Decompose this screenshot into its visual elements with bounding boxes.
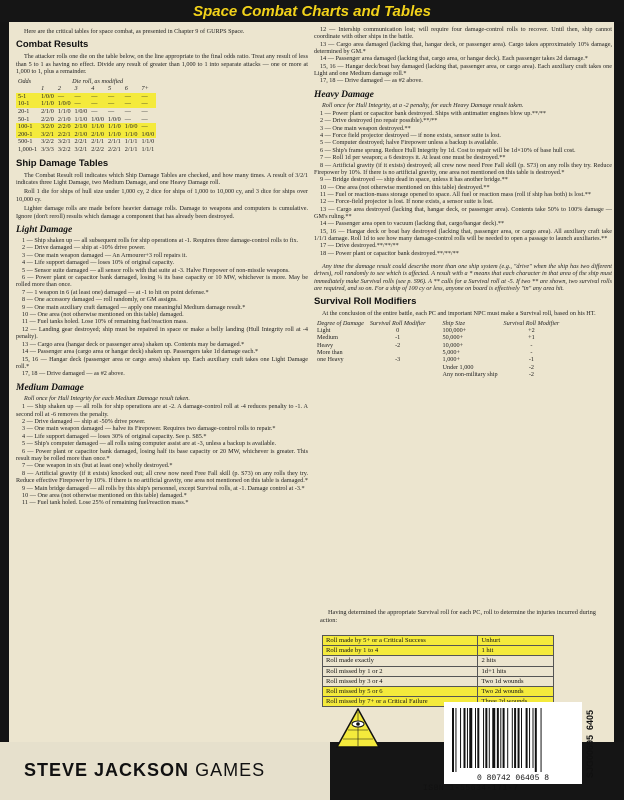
light-damage-entry: 4 — Life support damaged — loses 10% of original capacity.	[22, 259, 175, 267]
light-damage-entry: 1 — Ship shaken up — all subsequent rolls for ship operations at -1. Requires three damage-control rolls to fix.	[22, 237, 299, 244]
odds-cell: 3/3/3	[41, 145, 54, 153]
odds-cell: 1/1/0	[108, 123, 121, 131]
odds-cell: 1/1/0	[108, 130, 121, 138]
survival-col-damage: Degree of Damage	[317, 319, 364, 327]
odds-col-4: 4	[91, 85, 95, 93]
heavy-damage-entry: 4 — Force field projector destroyed — if none exists, sensor suite is lost.	[320, 132, 501, 140]
light-damage-heading: Light Damage	[16, 225, 73, 235]
medium-damage-entry: 5 — Ship's computer damaged — all rolls using computer assist are at -3, unless a backup is available.	[22, 440, 277, 448]
barcode-bar	[452, 708, 454, 772]
light-damage-entry: 14 — Passenger area (cargo area or hangar deck) shaken up. Passengers take 1d damage each.*	[22, 348, 259, 356]
light-damage-entry: 17, 18 — Drive damaged — as #2 above.	[22, 370, 125, 378]
light-damage-entry: 5 — Sensor suite damaged — all sensor rolls with that suite at -3. Halve Firepower of non-missile weapons.	[22, 266, 290, 274]
odds-ratio: 200-1	[16, 131, 39, 139]
sku-code: SJG00695	[585, 734, 595, 778]
publisher-name: STEVE JACKSON	[24, 760, 190, 780]
odds-cell: —	[56, 93, 73, 101]
ship-damage-para-1: The Combat Result roll indicates which Ship Damage Tables are checked, and how many times. A result of 3/2/1 indicates three Light Damage, two Medium Damage, and one Heavy Damage roll.	[16, 171, 308, 186]
odds-cell: —	[106, 100, 123, 108]
barcode-bar	[507, 708, 508, 768]
odds-cell: —	[106, 93, 123, 101]
heavy-damage-heading: Heavy Damage	[314, 89, 374, 100]
light-damage-list	[16, 237, 308, 378]
damage-degree	[314, 364, 367, 371]
survival-table-body	[314, 327, 562, 379]
medium-damage-entry: 7 — One weapon in six (but at least one) wholly destroyed.*	[22, 462, 173, 470]
survival-row	[314, 356, 562, 363]
heavy-damage-entry: 11 — Fuel or reaction-mass storage opened to space. All fuel or reaction mass (roll if ship has both) is lost.**	[320, 190, 591, 198]
odds-cell: —	[73, 100, 90, 108]
product-code	[582, 700, 598, 780]
heavy-damage-entry: 7 — Roll 1d per weapon; a 6 destroys it. At least one must be destroyed.**	[320, 154, 506, 162]
heavy-damage-entry: 17 — Drive destroyed.**/**/**	[320, 242, 399, 250]
barcode-bar	[477, 708, 479, 768]
barcode-bar	[529, 708, 530, 768]
injury-row	[323, 666, 554, 676]
survival-text: At the conclusion of the entire battle, each PC and important NPC must make a Survival roll, based on his HT.	[322, 310, 596, 318]
injury-result: 2 hits	[478, 656, 554, 666]
barcode-bar	[483, 708, 484, 768]
odds-cell: —	[124, 115, 131, 123]
survival-row	[314, 349, 562, 356]
survival-row	[314, 342, 562, 349]
odds-cell: 2/2/0	[41, 115, 54, 123]
medium-damage-entry: 8 — Artificial gravity (if it exists) knocked out; all crew now need Free Fall skill (p. S73) on any rolls they try. Reduce effective Firepower by 10%. If there is no artificial gravity, one area not mentioned on this table is damaged.*	[16, 469, 308, 485]
odds-cell: —	[124, 108, 131, 115]
odds-row	[16, 123, 156, 131]
medium-damage-entry: 10 — One area (not otherwise mentioned on this table) damaged.*	[22, 492, 187, 499]
odds-cell: 2/1/0	[91, 130, 105, 138]
odds-row	[16, 146, 156, 154]
odds-cell: —	[139, 93, 156, 101]
odds-row	[16, 108, 156, 116]
size-modifier: -2	[528, 363, 534, 371]
survival-row	[314, 327, 562, 334]
injury-result: Two 2d wounds	[478, 686, 554, 696]
left-column	[16, 28, 308, 742]
left-border	[0, 22, 9, 800]
damage-modifier: -1	[395, 334, 401, 342]
odds-cell: 2/1/1	[124, 145, 138, 153]
ship-damage-heading: Ship Damage Tables	[16, 157, 109, 169]
odds-cell: —	[108, 108, 115, 115]
odds-cell: 1/1/0	[141, 138, 155, 146]
barcode	[444, 702, 582, 784]
survival-row	[314, 334, 562, 341]
medium-damage-entry: 4 — Life support damaged — loses 30% of original capacity. See p. S85.*	[22, 432, 207, 440]
survival-col-mod1: Survival Roll Modifier	[369, 319, 426, 327]
odds-cell: —	[123, 100, 140, 108]
pyramid-eye-icon	[336, 708, 380, 748]
damage-modifier: 0	[396, 326, 400, 334]
light-damage-entry: 7 — 1 weapon in 6 (at least one) damaged — at -1 to hit on point defense.*	[22, 288, 209, 296]
heavy-damage-list	[314, 110, 612, 257]
injury-row	[323, 636, 554, 646]
odds-cell: 2/1/1	[108, 138, 121, 146]
ship-size: 10,000+	[442, 341, 464, 349]
medium-damage-entry: 3 — One main weapon damaged — halve its Firepower. Requires two damage-control rolls to repair.*	[22, 425, 276, 433]
odds-cell: 1/1/0	[124, 130, 138, 138]
right-border	[614, 22, 624, 800]
odds-cell: 2/1/0	[74, 123, 88, 131]
heavy-damage-entry: 8 — Artificial gravity (if it exists) destroyed; all crew now need Free Fall skill (p. S73) on any rolls they try. Reduce Firepower by 10%. If there is no artificial gravity, one area not mentioned on this table is destroyed.*	[314, 161, 612, 176]
combat-results-table	[16, 78, 156, 154]
dieroll-header: Die roll, as modified	[72, 77, 124, 85]
heavy-damage-entry: 12 — Force-field projector is lost. If none exists, a sensor suite is lost.	[320, 198, 494, 206]
damage-modifier	[367, 349, 429, 356]
odds-cell: 2/2/1	[57, 130, 71, 138]
damage-modifier: -3	[395, 356, 401, 364]
barcode-bar	[526, 708, 528, 768]
medium-damage-entry: 15, 16 — Hangar deck/boat bay damaged (lacking that, passenger area, or cargo area). Each auxiliary craft takes one Light and one Medium damage roll.*	[314, 62, 612, 78]
damage-degree: Light	[317, 326, 331, 334]
injury-result: Unhurt	[478, 636, 554, 646]
ship-damage-para-2: Roll 1 die for ships of hull size under 1,000 cy, 2 dice for ships of 1,000 to 10,000 cy, and 3 dice for ships over 10,000 cy.	[16, 188, 308, 203]
combat-results-text: The attacker rolls one die on the table below, on the line appropriate to the final odds ratio. Treat any result of less than 5 to 1 as having no effect. Divide any result of greater than 1,000 to 1 into separate attacks — one or more at 1,000 to 1, plus a remainder.	[16, 53, 308, 76]
page-title: Space Combat Charts and Tables	[193, 3, 431, 20]
medium-damage-entry: 14 — Passenger area damaged (lacking that, cargo area, or hangar deck). Each passenger takes 2d damage.*	[320, 55, 588, 63]
odds-cell: 1/0/0	[141, 130, 155, 138]
barcode-bar	[455, 708, 456, 772]
odds-cell: 1/0/0	[108, 115, 121, 123]
odds-row	[16, 131, 156, 139]
ship-size: 100,000+	[442, 326, 467, 334]
odds-ratio: 50-1	[18, 115, 30, 123]
ship-size: 1,000+	[442, 356, 460, 364]
damage-modifier: -2	[395, 341, 401, 349]
intro-text: Here are the critical tables for space combat, as presented in Chapter 9 of GURPS Space.	[24, 28, 245, 35]
light-damage-entry: 3 — One main weapon damaged — An Armourer+3 roll repairs it.	[22, 251, 188, 259]
odds-cell: 2/2/0	[57, 123, 71, 131]
ship-size: Under 1,000	[442, 363, 474, 371]
odds-col-1: 1	[41, 85, 45, 93]
odds-cell: 1/0/0	[74, 108, 88, 115]
odds-cell: 2/1/0	[74, 130, 88, 138]
heavy-damage-entry: 9 — Bridge destroyed — ship dead in space, unless it has another bridge.**	[320, 176, 508, 184]
combat-results-heading: Combat Results	[16, 39, 89, 51]
odds-cell: 1/1/0	[91, 123, 105, 131]
light-damage-entry: 10 — One area (not otherwise mentioned on this table) damaged.	[22, 311, 184, 319]
odds-cell: 3/2/2	[57, 145, 71, 153]
light-damage-entry: 13 — Cargo area (hangar deck or passenger area) shaken up. Contents may be damaged.*	[22, 340, 245, 348]
ship-size: 5,000+	[442, 348, 460, 356]
injury-result: Three 2d wounds	[478, 697, 554, 707]
injury-roll: Roll missed by 1 or 2	[323, 666, 478, 676]
odds-cell: 1/0/0	[57, 100, 71, 108]
barcode-bar	[467, 708, 468, 768]
injury-roll: Roll made by 5+ or a Critical Success	[323, 636, 478, 646]
odds-row	[16, 100, 156, 108]
medium-damage-entry: 11 — Fuel tank holed. Lose 25% of remaining fuel/reaction mass.*	[22, 499, 189, 507]
damage-degree: More than	[317, 348, 343, 356]
damage-degree: Heavy	[317, 341, 334, 349]
injury-row	[323, 676, 554, 686]
isbn: ISBN 1-55634-171-7	[423, 784, 519, 793]
odds-cell: 3/2/1	[57, 138, 71, 146]
survival-heading: Survival Roll Modifiers	[314, 296, 417, 308]
size-modifier: +1	[528, 334, 535, 342]
odds-col-5: 5	[108, 85, 112, 93]
odds-cell: 1/1/0	[57, 108, 71, 115]
light-damage-entry: 2 — Drive damaged — ship at -10% drive power.	[22, 244, 146, 252]
ship-size: Any non-military ship	[442, 371, 498, 379]
odds-row	[16, 93, 156, 101]
light-damage-entry: 9 — One main auxiliary craft damaged — apply one meaningful Medium damage result.*	[22, 303, 246, 311]
barcode-bar	[485, 708, 487, 768]
size-modifier: -1	[528, 356, 534, 364]
odds-cell: 1/1/0	[74, 115, 88, 123]
odds-header: Odds	[18, 77, 32, 85]
survival-col-size: Ship Size	[442, 319, 466, 327]
odds-ratio: 1,000-1	[18, 145, 38, 153]
odds-row	[16, 116, 156, 124]
medium-damage-entry: 13 — Cargo area damaged (lacking that, hangar deck, or passenger area). Cargo takes approximately 10% damage, determined by GM.*	[314, 40, 612, 56]
damage-modifier	[367, 364, 429, 371]
odds-cell: 1/0/0	[124, 123, 138, 131]
publisher-games: GAMES	[195, 760, 266, 780]
barcode-bar	[503, 708, 505, 768]
odds-cell: —	[141, 108, 148, 115]
odds-cell: —	[123, 93, 140, 101]
medium-damage-entry: 6 — Power plant or capacitor bank damaged, losing half its base capacity or 20 MW, whichever is greater. This result may be rolled more than once.*	[16, 447, 308, 462]
odds-cell: 3/2/2	[41, 138, 54, 146]
odds-ratio: 500-1	[18, 138, 33, 146]
damage-degree	[314, 371, 367, 378]
heavy-damage-entry: 10 — One area (not otherwise mentioned on this table) destroyed.**	[320, 183, 490, 191]
injury-roll: Roll made by 1 to 4	[323, 646, 478, 656]
injury-roll: Roll made exactly	[323, 656, 478, 666]
barcode-bar	[469, 708, 472, 768]
odds-ratio: 10-1	[16, 100, 39, 108]
odds-cell: 2/2/2	[91, 145, 105, 153]
barcode-bar	[464, 708, 466, 768]
barcode-bar	[521, 708, 522, 768]
heavy-damage-entry: 2 — Drive destroyed (no repair possible).**/**	[320, 117, 438, 125]
barcode-bar	[460, 708, 461, 768]
barcode-bar	[514, 708, 516, 768]
damage-degree: Medium	[317, 334, 338, 342]
medium-damage-entry: 2 — Drive damaged — ship at -50% drive power.	[22, 417, 146, 425]
odds-cell: 3/2/1	[41, 130, 54, 138]
right-column	[314, 26, 612, 582]
injury-intro: Having determined the appropriate Survival roll for each PC, roll to determine the injuries incurred during action:	[320, 609, 596, 624]
light-damage-entry: 12 — Landing gear destroyed; ship must be repaired in space or make a belly landing (Hull Integrity roll at -4 penalty).	[16, 325, 308, 341]
barcode-bar	[535, 708, 537, 772]
injury-table	[322, 635, 554, 707]
barcode-bar	[518, 708, 520, 768]
injury-roll: Roll missed by 5 or 6	[323, 686, 478, 696]
odds-col-7: 7+	[141, 85, 149, 93]
size-modifier: +2	[528, 326, 535, 334]
survival-row	[314, 364, 562, 371]
medium-damage-list	[16, 403, 308, 507]
injury-roll: Roll missed by 7+ or a Critical Failure	[323, 697, 478, 707]
heavy-damage-entry: 6 — Ship's frame sprung. Reduce Hull Integrity by 1d. Cost to repair will be 1d×10% of base hull cost.	[320, 146, 576, 154]
odds-cell: 2/1/1	[91, 138, 105, 146]
survival-row	[314, 371, 562, 378]
heavy-damage-entry: 14 — Passenger area open to vacuum (lacking that, cargo/hangar deck).**	[320, 220, 505, 228]
barcode-bar	[533, 708, 534, 768]
medium-damage-entry: 1 — Ship shaken up — all rolls for ship operations are at -2. A damage-control roll at -4 reduces penalty to -1. A second roll at -6 removes the penalty.	[16, 403, 308, 418]
odds-cell: —	[89, 100, 106, 108]
light-damage-entry: 11 — Fuel tanks holed. Lose 10% of remaining fuel/reaction mass.	[22, 318, 188, 326]
odds-cell: 2/1/0	[57, 115, 71, 123]
odds-column-headers	[16, 85, 156, 93]
barcode-bar	[497, 708, 499, 768]
damage-modifier	[367, 371, 429, 378]
barcode-bar	[475, 708, 476, 768]
barcode-bar	[500, 708, 501, 768]
barcode-bar	[512, 708, 513, 768]
ship-damage-para-3: Lighter damage rolls are made before heavier damage rolls. Damage to weapons and computers is cumulative. Ignore (don't reroll) results which damage a component that has already been destroyed.	[16, 205, 308, 220]
odds-cell: 2/2/1	[108, 145, 121, 153]
injury-row	[323, 656, 554, 666]
size-modifier: -	[530, 348, 533, 356]
damage-degree: one Heavy	[317, 356, 344, 364]
odds-cell: 2/1/0	[41, 108, 54, 115]
damage-note: Any time the damage result could describe more than one ship system (e.g., "drive" when the ship has two different drives), roll randomly to see which is affected. A result with a * means that each character in that area of the ship must immediately make Survival rolls (see p. S96). A ** calls for a Survival roll at -5. If two ** are shown, two survival rolls are required, and so on. For a ship of 100 cy or less, anyone on board is effectively "in" any area hit.	[314, 262, 612, 292]
odds-cell: 1/0/0	[91, 115, 105, 123]
heavy-damage-entry: 3 — One main weapon destroyed.**	[320, 124, 411, 132]
medium-damage-entry: 12 — Intership communication lost; will require four damage-control rolls to recover. Until then, ship cannot coordinate with other ships in the battle.	[314, 26, 612, 41]
size-modifier: -2	[528, 371, 534, 379]
odds-ratio: 100-1	[16, 123, 39, 131]
odds-cell: 1/1/1	[124, 138, 138, 146]
odds-col-6: 6	[124, 85, 128, 93]
injury-row	[323, 686, 554, 696]
heavy-damage-intro: Roll once for Hull Integrity, at a -2 penalty, for each Heavy Damage result taken.	[322, 101, 524, 109]
odds-cell: 2/2/1	[74, 138, 88, 146]
light-damage-entry: 6 — Power plant or capacitor bank damaged, losing ¼ its base capacity or 10 MW, whichever is more. May be rolled more than once.	[16, 274, 308, 289]
odds-cell: 3/2/0	[41, 123, 54, 131]
odds-cell: 1/1/0	[41, 100, 54, 108]
heavy-damage-entry: 1 — Power plant or capacitor bank destroyed. Ships with antimatter engines blow up.**/**	[320, 110, 546, 118]
medium-damage-entry: 17, 18 — Drive damaged — as #2 above.	[320, 77, 423, 85]
barcode-bar	[489, 708, 490, 768]
light-damage-entry: 15, 16 — Hangar deck (passenger area or cargo area) shaken up. Each auxiliary craft takes one Light Damage roll.*	[16, 355, 308, 370]
odds-cell: —	[89, 93, 106, 101]
barcode-bar	[541, 708, 542, 772]
odds-cell: 3/2/1	[74, 145, 88, 153]
injury-result: 1d+1 hits	[478, 666, 554, 676]
barcode-digits: 0 80742 06405 8	[476, 774, 550, 783]
light-damage-entry: 8 — One accessory damaged — roll randomly, or GM assigns.	[22, 296, 178, 304]
odds-cell: 1/1/1	[141, 145, 155, 153]
odds-cell: 1/0/0	[41, 92, 54, 100]
medium-damage-entry: 9 — Main bridge damaged — all rolls by this ship's personnel, except Survival rolls, at -1. Damage control at -3.*	[22, 484, 305, 492]
injury-row	[323, 646, 554, 656]
medium-damage-intro: Roll once for Hull Integrity for each Medium Damage result taken.	[24, 394, 190, 402]
product-number: 6405	[585, 709, 595, 730]
heavy-damage-entry: 15, 16 — Hangar deck or boat bay destroyed (lacking that, passenger area, or cargo area). All auxiliary craft take 1/1/1 damage. Roll 1d to see how many damage-control rolls will be needed to open a passage to launch auxiliaries.**	[314, 227, 612, 242]
injury-roll: Roll missed by 3 or 4	[323, 676, 478, 686]
odds-ratio: 5-1	[16, 93, 39, 101]
injury-result: 1 hit	[478, 646, 554, 656]
ship-size: 50,000+	[442, 334, 464, 342]
heavy-damage-entry: 18 — Power plant or capacitor bank destroyed.**/**/**	[320, 249, 459, 257]
odds-cell: —	[141, 115, 148, 123]
odds-cell: —	[91, 108, 98, 115]
medium-damage-heading: Medium Damage	[16, 382, 84, 393]
size-modifier: -	[530, 341, 533, 349]
heavy-damage-entry: 5 — Computer destroyed; halve Firepower unless a backup is available.	[320, 139, 499, 147]
odds-col-3: 3	[74, 85, 78, 93]
odds-cell: —	[139, 123, 156, 131]
odds-cell: —	[73, 93, 90, 101]
publisher-logo	[24, 760, 265, 781]
odds-row	[16, 138, 156, 146]
injury-result: Two 1d wounds	[478, 676, 554, 686]
survival-table	[314, 320, 562, 379]
odds-table-body	[16, 93, 156, 154]
barcode-bar	[492, 708, 495, 768]
odds-ratio: 20-1	[18, 108, 30, 115]
odds-col-2: 2	[57, 85, 61, 93]
survival-col-mod2: Survival Roll Modifier	[503, 319, 560, 327]
injury-table-body	[323, 636, 554, 707]
medium-damage-continued-list	[314, 26, 612, 85]
heavy-damage-entry: 13 — Cargo area destroyed (lacking that, hangar deck, or passenger area). Contents take 50% to 100% damage — GM's ruling.**	[314, 205, 612, 220]
odds-cell: —	[139, 100, 156, 108]
